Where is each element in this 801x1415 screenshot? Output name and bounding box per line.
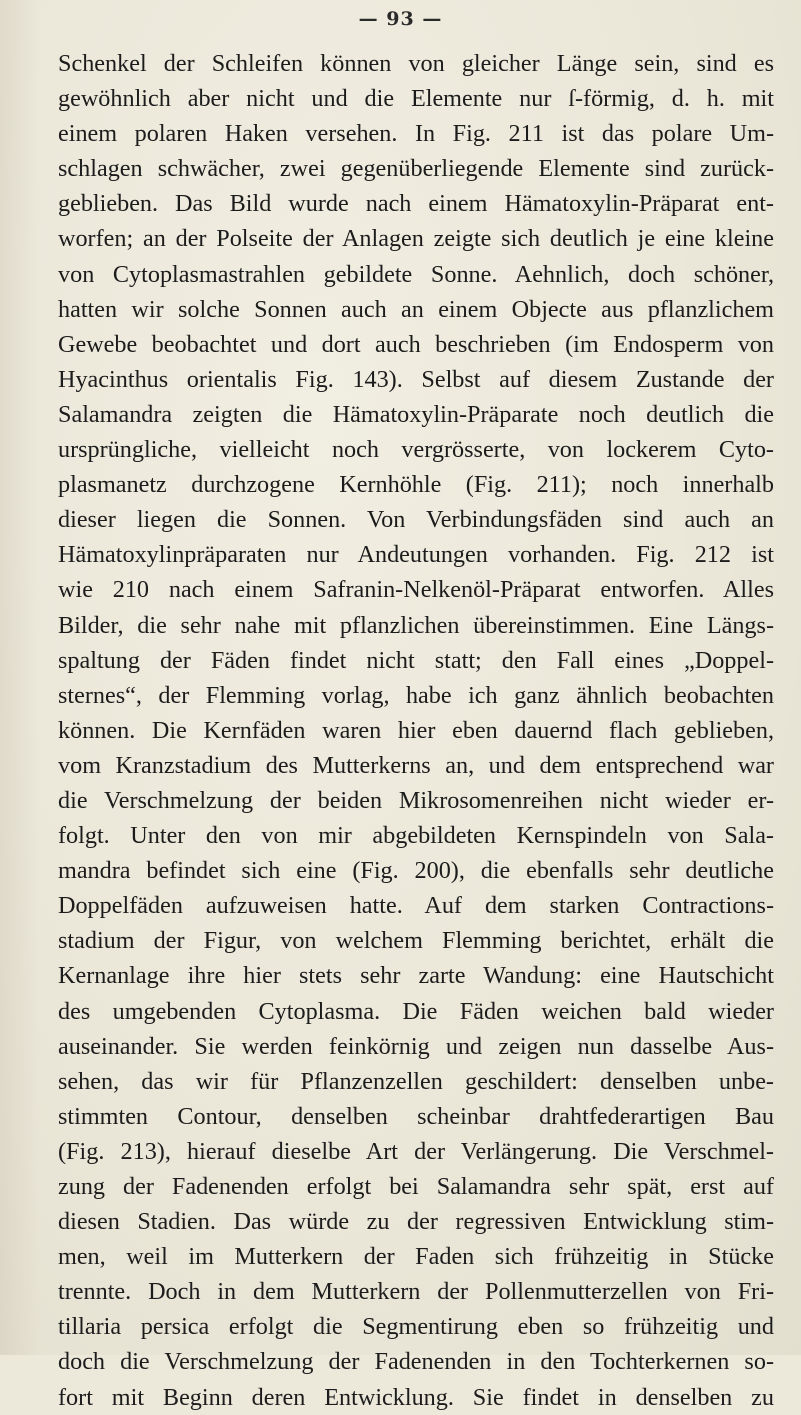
- text-line: gewöhnlich aber nicht und die Elemente nur ſ-förmig, d. h. mit: [58, 85, 774, 113]
- text-line: spaltung der Fäden findet nicht statt; den Fall eines „Doppel-: [58, 646, 774, 674]
- text-line: einem polaren Haken versehen. In Fig. 211 ist das polare Um-: [58, 120, 774, 148]
- text-line: doch die Verschmelzung der Fadenenden in den Tochterkernen so-: [58, 1348, 774, 1376]
- text-line: Doppelfäden aufzuweisen hatte. Auf dem starken Contractions-: [58, 892, 774, 920]
- text-line: geblieben. Das Bild wurde nach einem Hämatoxylin-Präparat ent-: [58, 190, 774, 218]
- text-line: hatten wir solche Sonnen auch an einem Objecte aus pflanzlichem: [58, 295, 774, 323]
- text-line: vom Kranzstadium des Mutterkerns an, und dem entsprechend war: [58, 751, 774, 779]
- text-line: diesen Stadien. Das würde zu der regressiven Entwicklung stim-: [58, 1208, 774, 1236]
- text-line: Kernanlage ihre hier stets sehr zarte Wandung: eine Hautschicht: [58, 962, 774, 990]
- text-line: Hyacinthus orientalis Fig. 143). Selbst auf diesem Zustande der: [58, 365, 774, 393]
- text-line: plasmanetz durchzogene Kernhöhle (Fig. 211); noch innerhalb: [58, 471, 774, 499]
- text-line: stimmten Contour, denselben scheinbar drahtfederartigen Bau: [58, 1102, 774, 1130]
- text-line: wie 210 nach einem Safranin-Nelkenöl-Präparat entworfen. Alles: [58, 576, 774, 604]
- text-line: Schenkel der Schleifen können von gleicher Länge sein, sind es: [58, 50, 774, 77]
- text-line: die Verschmelzung der beiden Mikrosomenreihen nicht wieder er-: [58, 786, 774, 814]
- text-line: schlagen schwächer, zwei gegenüberliegende Elemente sind zurück-: [58, 155, 774, 183]
- text-line: fort mit Beginn deren Entwicklung. Sie findet in denselben zu: [58, 1383, 774, 1411]
- text-line: folgt. Unter den von mir abgebildeten Kernspindeln von Sala-: [58, 822, 774, 850]
- text-line: (Fig. 213), hierauf dieselbe Art der Verlängerung. Die Verschmel-: [58, 1137, 774, 1165]
- text-line: Bilder, die sehr nahe mit pflanzlichen übereinstimmen. Eine Längs-: [58, 611, 774, 639]
- page-number-header: — 93 —: [358, 8, 443, 30]
- text-line: Hämatoxylinpräparaten nur Andeutungen vorhanden. Fig. 212 ist: [58, 541, 774, 569]
- text-line: von Cytoplasmastrahlen gebildete Sonne. Aehnlich, doch schöner,: [58, 260, 774, 288]
- text-line: worfen; an der Polseite der Anlagen zeigte sich deutlich je eine kleine: [58, 225, 774, 253]
- text-line: des umgebenden Cytoplasma. Die Fäden weichen bald wieder: [58, 997, 774, 1025]
- text-line: tillaria persica erfolgt die Segmentirung eben so frühzeitig und: [58, 1313, 774, 1341]
- text-line: trennte. Doch in dem Mutterkern der Pollenmutterzellen von Fri-: [58, 1278, 774, 1306]
- text-line: Gewebe beobachtet und dort auch beschrieben (im Endosperm von: [58, 330, 774, 358]
- text-line: auseinander. Sie werden feinkörnig und zeigen nun dasselbe Aus-: [58, 1032, 774, 1060]
- text-line: mandra befindet sich eine (Fig. 200), die ebenfalls sehr deutliche: [58, 857, 774, 885]
- body-text: [58, 46, 774, 1415]
- text-line: sehen, das wir für Pflanzenzellen geschildert: denselben unbe-: [58, 1067, 774, 1095]
- text-line: men, weil im Mutterkern der Faden sich frühzeitig in Stücke: [58, 1243, 774, 1271]
- text-line: können. Die Kernfäden waren hier eben dauernd flach geblieben,: [58, 716, 774, 744]
- text-line: Salamandra zeigten die Hämatoxylin-Präparate noch deutlich die: [58, 400, 774, 428]
- text-line: dieser liegen die Sonnen. Von Verbindungsfäden sind auch an: [58, 506, 774, 534]
- text-line: ursprüngliche, vielleicht noch vergrösserte, von lockerem Cyto-: [58, 436, 774, 464]
- text-line: zung der Fadenenden erfolgt bei Salamandra sehr spät, erst auf: [58, 1173, 774, 1200]
- text-line: sternes“, der Flemming vorlag, habe ich ganz ähnlich beobachten: [58, 681, 774, 709]
- text-line: stadium der Figur, von welchem Flemming berichtet, erhält die: [58, 927, 774, 955]
